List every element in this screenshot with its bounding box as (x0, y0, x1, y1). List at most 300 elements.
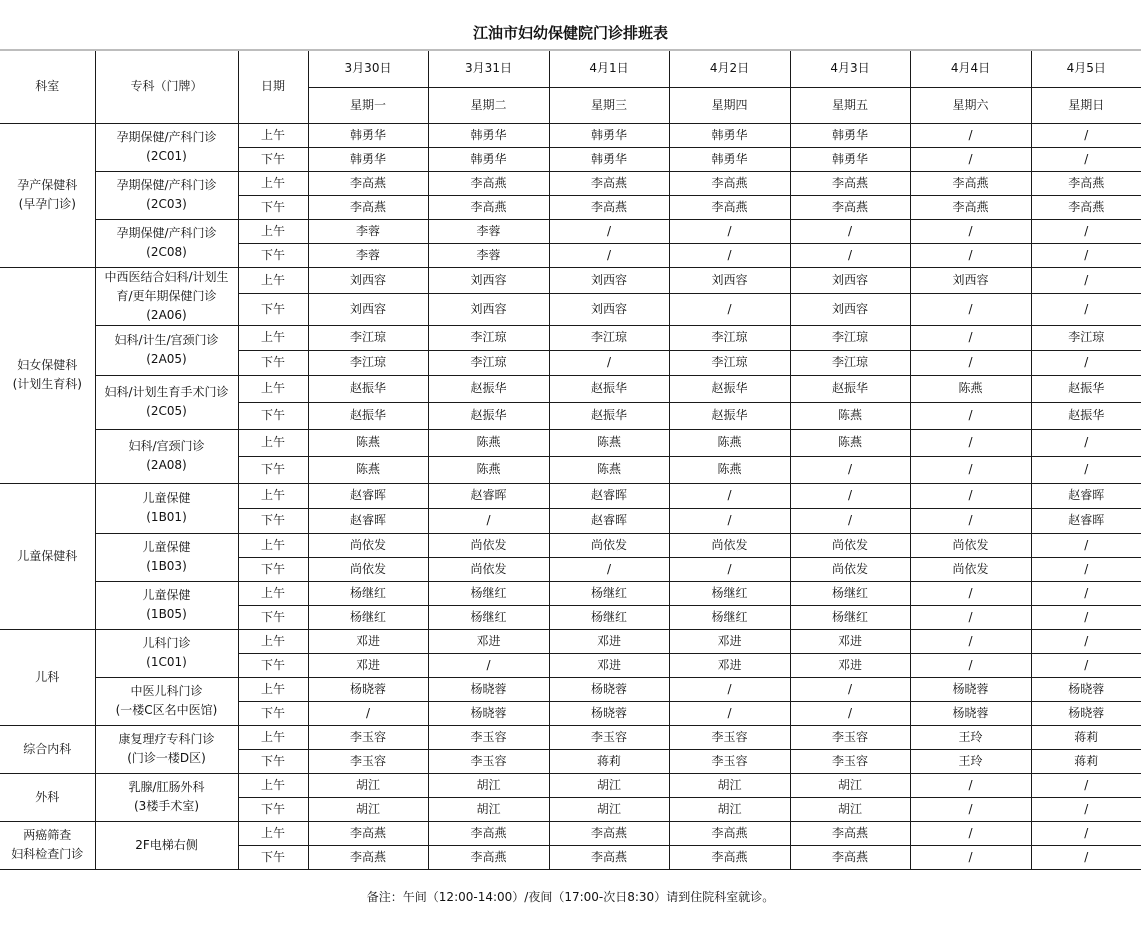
doctor-cell: 李玉容 (669, 749, 790, 773)
period-cell: 上午 (238, 773, 308, 797)
clinic-cell-line: (2C05) (146, 404, 187, 418)
doctor-cell: 尚依发 (428, 557, 549, 581)
doctor-cell: 尚依发 (308, 557, 428, 581)
clinic-cell-line: (1C01) (146, 655, 187, 669)
clinic-cell (95, 325, 238, 375)
doctor-cell: 邓进 (790, 629, 910, 653)
doctor-cell: 陈燕 (790, 402, 910, 429)
period-cell: 下午 (238, 508, 308, 533)
doctor-cell: / (549, 557, 669, 581)
header-date-cell: 3月31日 (428, 51, 549, 87)
doctor-cell: 杨继红 (549, 605, 669, 629)
doctor-cell: / (1031, 429, 1141, 456)
header-weekday-cell: 星期三 (549, 87, 669, 123)
clinic-cell-line: 妇科/计划生育手术门诊 (104, 385, 229, 399)
doctor-cell: / (549, 219, 669, 243)
doctor-cell: 刘西容 (910, 267, 1031, 293)
doctor-cell: / (910, 429, 1031, 456)
doctor-cell: / (1031, 350, 1141, 375)
doctor-cell: 李蓉 (308, 219, 428, 243)
clinic-cell-line: 孕期保健/产科门诊 (116, 130, 217, 144)
dept-cell (0, 123, 95, 267)
table-row (0, 533, 1141, 557)
doctor-cell: 李江琼 (308, 325, 428, 350)
doctor-cell: 赵睿晖 (308, 508, 428, 533)
doctor-cell: 赵振华 (549, 402, 669, 429)
doctor-cell: / (669, 508, 790, 533)
header-date-cell: 4月2日 (669, 51, 790, 87)
clinic-cell (95, 123, 238, 171)
doctor-cell: 刘西容 (549, 293, 669, 325)
dept-cell-line: 综合内科 (23, 741, 72, 756)
doctor-cell: 陈燕 (790, 429, 910, 456)
doctor-cell: 李高燕 (428, 195, 549, 219)
clinic-cell-line: (一楼C区名中医馆) (115, 703, 218, 717)
doctor-cell: 邓进 (669, 629, 790, 653)
doctor-cell: / (1031, 557, 1141, 581)
clinic-cell-line: 儿童保健 (142, 491, 191, 505)
doctor-cell: / (1031, 845, 1141, 869)
table-row (0, 267, 1141, 293)
period-cell: 上午 (238, 725, 308, 749)
doctor-cell: 杨继红 (549, 581, 669, 605)
doctor-cell: / (669, 677, 790, 701)
table-row (0, 219, 1141, 243)
doctor-cell: 陈燕 (549, 429, 669, 456)
doctor-cell: 杨晓蓉 (428, 677, 549, 701)
clinic-cell (95, 375, 238, 429)
doctor-cell: 韩勇华 (549, 123, 669, 147)
header-date-cell: 4月3日 (790, 51, 910, 87)
doctor-cell: 蒋莉 (1031, 749, 1141, 773)
period-cell: 下午 (238, 243, 308, 267)
doctor-cell: / (1031, 605, 1141, 629)
header-row-dates (0, 51, 1141, 87)
clinic-cell (95, 821, 238, 869)
doctor-cell: 李玉容 (549, 725, 669, 749)
period-cell: 下午 (238, 653, 308, 677)
doctor-cell: / (790, 243, 910, 267)
doctor-cell: 刘西容 (308, 293, 428, 325)
doctor-cell: 杨继红 (308, 605, 428, 629)
doctor-cell: 刘西容 (549, 267, 669, 293)
doctor-cell: 韩勇华 (308, 147, 428, 171)
doctor-cell: 李江琼 (549, 325, 669, 350)
doctor-cell: 赵睿晖 (1031, 508, 1141, 533)
doctor-cell: 刘西容 (308, 267, 428, 293)
doctor-cell: 李高燕 (669, 171, 790, 195)
doctor-cell: 韩勇华 (669, 147, 790, 171)
doctor-cell: / (910, 483, 1031, 508)
doctor-cell: 杨继红 (669, 581, 790, 605)
doctor-cell: 李高燕 (790, 195, 910, 219)
doctor-cell: / (1031, 653, 1141, 677)
doctor-cell: / (790, 456, 910, 483)
clinic-cell-line: (2C03) (146, 197, 187, 211)
doctor-cell: / (669, 701, 790, 725)
clinic-cell (95, 725, 238, 773)
doctor-cell: 尚依发 (910, 557, 1031, 581)
doctor-cell: 尚依发 (549, 533, 669, 557)
doctor-cell: / (1031, 773, 1141, 797)
doctor-cell: 李高燕 (428, 845, 549, 869)
period-cell: 上午 (238, 325, 308, 350)
table-row (0, 123, 1141, 147)
table-row (0, 171, 1141, 195)
dept-cell-line: (早孕门诊) (18, 197, 76, 211)
doctor-cell: 李高燕 (549, 195, 669, 219)
doctor-cell: 李高燕 (428, 821, 549, 845)
doctor-cell: 杨继红 (428, 581, 549, 605)
doctor-cell: 赵睿晖 (549, 508, 669, 533)
doctor-cell: 杨晓蓉 (308, 677, 428, 701)
period-cell: 上午 (238, 267, 308, 293)
doctor-cell: 杨晓蓉 (910, 677, 1031, 701)
doctor-cell: 李江琼 (790, 350, 910, 375)
dept-cell-line: 儿科 (35, 669, 60, 684)
clinic-cell (95, 219, 238, 267)
doctor-cell: / (1031, 629, 1141, 653)
doctor-cell: / (1031, 821, 1141, 845)
doctor-cell: 李高燕 (549, 821, 669, 845)
table-row (0, 375, 1141, 402)
period-cell: 上午 (238, 171, 308, 195)
doctor-cell: 杨晓蓉 (428, 701, 549, 725)
doctor-cell: 杨继红 (669, 605, 790, 629)
clinic-cell-line: 儿童保健 (142, 588, 191, 602)
period-cell: 上午 (238, 821, 308, 845)
doctor-cell: / (1031, 581, 1141, 605)
period-cell: 下午 (238, 456, 308, 483)
doctor-cell: 蒋莉 (1031, 725, 1141, 749)
doctor-cell: / (1031, 123, 1141, 147)
doctor-cell: 刘西容 (790, 293, 910, 325)
header-weekday-cell: 星期六 (910, 87, 1031, 123)
table-row (0, 821, 1141, 845)
doctor-cell: 李江琼 (790, 325, 910, 350)
header-clinic: 专科（门牌） (95, 51, 238, 123)
period-cell: 上午 (238, 375, 308, 402)
doctor-cell: 李江琼 (669, 350, 790, 375)
clinic-cell (95, 773, 238, 821)
clinic-cell (95, 429, 238, 483)
doctor-cell: 尚依发 (669, 533, 790, 557)
doctor-cell: / (669, 219, 790, 243)
doctor-cell: / (910, 508, 1031, 533)
doctor-cell: 韩勇华 (308, 123, 428, 147)
doctor-cell: 尚依发 (790, 533, 910, 557)
doctor-cell: 杨晓蓉 (1031, 677, 1141, 701)
header-date: 日期 (238, 51, 308, 123)
doctor-cell: 李江琼 (669, 325, 790, 350)
doctor-cell: / (669, 557, 790, 581)
doctor-cell: 李玉容 (308, 725, 428, 749)
schedule-table (0, 51, 1141, 870)
clinic-cell (95, 677, 238, 725)
period-cell: 下午 (238, 195, 308, 219)
doctor-cell: 邓进 (790, 653, 910, 677)
doctor-cell: / (910, 821, 1031, 845)
doctor-cell: 李高燕 (1031, 195, 1141, 219)
doctor-cell: / (910, 123, 1031, 147)
doctor-cell: 李高燕 (669, 195, 790, 219)
doctor-cell: 赵振华 (1031, 375, 1141, 402)
period-cell: 上午 (238, 533, 308, 557)
doctor-cell: 赵振华 (790, 375, 910, 402)
doctor-cell: / (1031, 533, 1141, 557)
doctor-cell: / (790, 508, 910, 533)
doctor-cell: 邓进 (549, 653, 669, 677)
clinic-cell-line: 育/更年期保健门诊 (116, 288, 217, 303)
doctor-cell: 韩勇华 (428, 123, 549, 147)
doctor-cell: 刘西容 (428, 267, 549, 293)
doctor-cell: / (790, 677, 910, 701)
period-cell: 上午 (238, 483, 308, 508)
doctor-cell: 杨晓蓉 (549, 677, 669, 701)
doctor-cell: 李玉容 (308, 749, 428, 773)
doctor-cell: / (910, 653, 1031, 677)
doctor-cell: 李高燕 (910, 195, 1031, 219)
header-weekday-cell: 星期日 (1031, 87, 1141, 123)
header-date-cell: 3月30日 (308, 51, 428, 87)
clinic-cell-line: 中西医结合妇科/计划生 (104, 269, 229, 284)
doctor-cell: 胡江 (669, 797, 790, 821)
doctor-cell: 李高燕 (669, 821, 790, 845)
doctor-cell: 陈燕 (428, 456, 549, 483)
period-cell: 上午 (238, 123, 308, 147)
doctor-cell: 李玉容 (790, 749, 910, 773)
doctor-cell: 邓进 (308, 629, 428, 653)
doctor-cell: / (308, 701, 428, 725)
doctor-cell: 赵振华 (428, 375, 549, 402)
doctor-cell: / (910, 605, 1031, 629)
table-row (0, 677, 1141, 701)
doctor-cell: 李江琼 (428, 325, 549, 350)
doctor-cell: 杨晓蓉 (910, 701, 1031, 725)
doctor-cell: 尚依发 (790, 557, 910, 581)
doctor-cell: 李玉容 (790, 725, 910, 749)
doctor-cell: / (910, 773, 1031, 797)
doctor-cell: 李蓉 (428, 243, 549, 267)
clinic-cell-line: 儿童保健 (142, 540, 191, 554)
doctor-cell: 杨继红 (790, 581, 910, 605)
clinic-cell (95, 267, 238, 325)
doctor-cell: 赵睿晖 (549, 483, 669, 508)
period-cell: 下午 (238, 557, 308, 581)
doctor-cell: / (428, 653, 549, 677)
doctor-cell: / (1031, 243, 1141, 267)
doctor-cell: 李高燕 (549, 845, 669, 869)
doctor-cell: / (669, 243, 790, 267)
doctor-cell: 邓进 (308, 653, 428, 677)
doctor-cell: 陈燕 (308, 456, 428, 483)
period-cell: 下午 (238, 350, 308, 375)
doctor-cell: 刘西容 (669, 267, 790, 293)
doctor-cell: 刘西容 (790, 267, 910, 293)
dept-cell-line: 外科 (35, 789, 60, 804)
dept-cell-line: 儿童保健科 (17, 548, 78, 563)
clinic-cell-line: (1B01) (146, 510, 187, 524)
doctor-cell: 李江琼 (308, 350, 428, 375)
doctor-cell: 赵振华 (308, 402, 428, 429)
clinic-cell-line: 妇科/计生/宫颈门诊 (114, 333, 219, 347)
doctor-cell: 李江琼 (428, 350, 549, 375)
doctor-cell: 李高燕 (790, 171, 910, 195)
clinic-cell (95, 483, 238, 533)
doctor-cell: 李高燕 (428, 171, 549, 195)
doctor-cell: / (910, 293, 1031, 325)
doctor-cell: / (910, 243, 1031, 267)
clinic-cell-line: 中医儿科门诊 (130, 684, 203, 698)
period-cell: 上午 (238, 677, 308, 701)
period-cell: 下午 (238, 605, 308, 629)
doctor-cell: 李高燕 (1031, 171, 1141, 195)
period-cell: 下午 (238, 147, 308, 171)
doctor-cell: 胡江 (308, 797, 428, 821)
clinic-cell-line: 儿科门诊 (142, 636, 191, 650)
doctor-cell: / (910, 456, 1031, 483)
doctor-cell: 陈燕 (669, 456, 790, 483)
doctor-cell: 赵睿晖 (308, 483, 428, 508)
table-row (0, 773, 1141, 797)
doctor-cell: 尚依发 (428, 533, 549, 557)
doctor-cell: 李高燕 (308, 845, 428, 869)
doctor-cell: / (910, 629, 1031, 653)
doctor-cell: 赵睿晖 (428, 483, 549, 508)
table-row (0, 725, 1141, 749)
period-cell: 上午 (238, 629, 308, 653)
doctor-cell: 赵振华 (669, 402, 790, 429)
doctor-cell: / (910, 219, 1031, 243)
doctor-cell: 蒋莉 (549, 749, 669, 773)
doctor-cell: 李高燕 (549, 171, 669, 195)
clinic-cell-line: 孕期保健/产科门诊 (116, 178, 217, 192)
header-dept: 科室 (0, 51, 95, 123)
period-cell: 下午 (238, 749, 308, 773)
doctor-cell: / (910, 797, 1031, 821)
doctor-cell: 杨晓蓉 (1031, 701, 1141, 725)
header-weekday-cell: 星期二 (428, 87, 549, 123)
clinic-cell-line: (2C08) (146, 245, 187, 259)
doctor-cell: 赵振华 (549, 375, 669, 402)
doctor-cell: / (1031, 267, 1141, 293)
clinic-cell-line: (门诊一楼D区) (127, 751, 206, 765)
dept-cell (0, 821, 95, 869)
doctor-cell: 邓进 (428, 629, 549, 653)
doctor-cell: 韩勇华 (549, 147, 669, 171)
clinic-cell-line: 康复理疗专科门诊 (118, 732, 215, 746)
clinic-cell (95, 629, 238, 677)
period-cell: 上午 (238, 581, 308, 605)
doctor-cell: / (910, 350, 1031, 375)
clinic-cell-line: 2F电梯右侧 (135, 837, 198, 852)
clinic-cell-line: (2C01) (146, 149, 187, 163)
doctor-cell: 韩勇华 (790, 147, 910, 171)
table-row (0, 429, 1141, 456)
period-cell: 下午 (238, 845, 308, 869)
header-date-cell: 4月4日 (910, 51, 1031, 87)
dept-cell (0, 725, 95, 773)
dept-cell (0, 773, 95, 821)
doctor-cell: 李玉容 (428, 749, 549, 773)
doctor-cell: / (910, 581, 1031, 605)
table-row (0, 629, 1141, 653)
doctor-cell: 王玲 (910, 749, 1031, 773)
doctor-cell: 尚依发 (910, 533, 1031, 557)
doctor-cell: 李高燕 (790, 821, 910, 845)
doctor-cell: 李高燕 (308, 821, 428, 845)
doctor-cell: 胡江 (428, 797, 549, 821)
period-cell: 下午 (238, 701, 308, 725)
clinic-cell-line: 妇科/宫颈门诊 (128, 439, 205, 453)
table-row (0, 325, 1141, 350)
doctor-cell: 胡江 (549, 797, 669, 821)
doctor-cell: 李高燕 (308, 171, 428, 195)
table-row (0, 483, 1141, 508)
period-cell: 下午 (238, 293, 308, 325)
doctor-cell: 李玉容 (428, 725, 549, 749)
doctor-cell: 李高燕 (790, 845, 910, 869)
doctor-cell: 李高燕 (910, 171, 1031, 195)
doctor-cell: 邓进 (669, 653, 790, 677)
doctor-cell: / (549, 350, 669, 375)
header-date-cell: 4月1日 (549, 51, 669, 87)
header-weekday-cell: 星期五 (790, 87, 910, 123)
period-cell: 上午 (238, 429, 308, 456)
header-weekday-cell: 星期四 (669, 87, 790, 123)
doctor-cell: / (1031, 219, 1141, 243)
dept-cell-line: (计划生育科) (12, 377, 82, 391)
doctor-cell: 李江琼 (1031, 325, 1141, 350)
clinic-cell-line: (2A06) (146, 307, 187, 322)
doctor-cell: 刘西容 (428, 293, 549, 325)
dept-cell (0, 483, 95, 629)
doctor-cell: 胡江 (790, 797, 910, 821)
doctor-cell: 杨晓蓉 (549, 701, 669, 725)
doctor-cell: 尚依发 (308, 533, 428, 557)
doctor-cell: / (669, 483, 790, 508)
doctor-cell: 李蓉 (428, 219, 549, 243)
doctor-cell: / (428, 508, 549, 533)
period-cell: 下午 (238, 797, 308, 821)
doctor-cell: 胡江 (308, 773, 428, 797)
footer-note: 备注：午间（12:00-14:00）/夜间（17:00-次日8:30）请到住院科室就诊。 (366, 890, 775, 904)
doctor-cell: 李高燕 (669, 845, 790, 869)
clinic-cell (95, 171, 238, 219)
clinic-cell-line: (2A05) (146, 352, 187, 366)
clinic-cell-line: (1B03) (146, 559, 187, 573)
doctor-cell: 陈燕 (549, 456, 669, 483)
doctor-cell: 陈燕 (669, 429, 790, 456)
doctor-cell: / (669, 293, 790, 325)
period-cell: 上午 (238, 219, 308, 243)
page-title: 江油市妇幼保健院门诊排班表 (472, 24, 668, 42)
doctor-cell: 赵振华 (428, 402, 549, 429)
dept-cell-line: 两癌筛查 (23, 828, 72, 842)
doctor-cell: 赵振华 (1031, 402, 1141, 429)
doctor-cell: 胡江 (549, 773, 669, 797)
doctor-cell: / (790, 701, 910, 725)
header-date-cell: 4月5日 (1031, 51, 1141, 87)
doctor-cell: 杨继红 (428, 605, 549, 629)
doctor-cell: 胡江 (790, 773, 910, 797)
doctor-cell: 陈燕 (428, 429, 549, 456)
doctor-cell: / (910, 402, 1031, 429)
doctor-cell: 韩勇华 (669, 123, 790, 147)
doctor-cell: 韩勇华 (790, 123, 910, 147)
table-row (0, 581, 1141, 605)
doctor-cell: / (910, 147, 1031, 171)
